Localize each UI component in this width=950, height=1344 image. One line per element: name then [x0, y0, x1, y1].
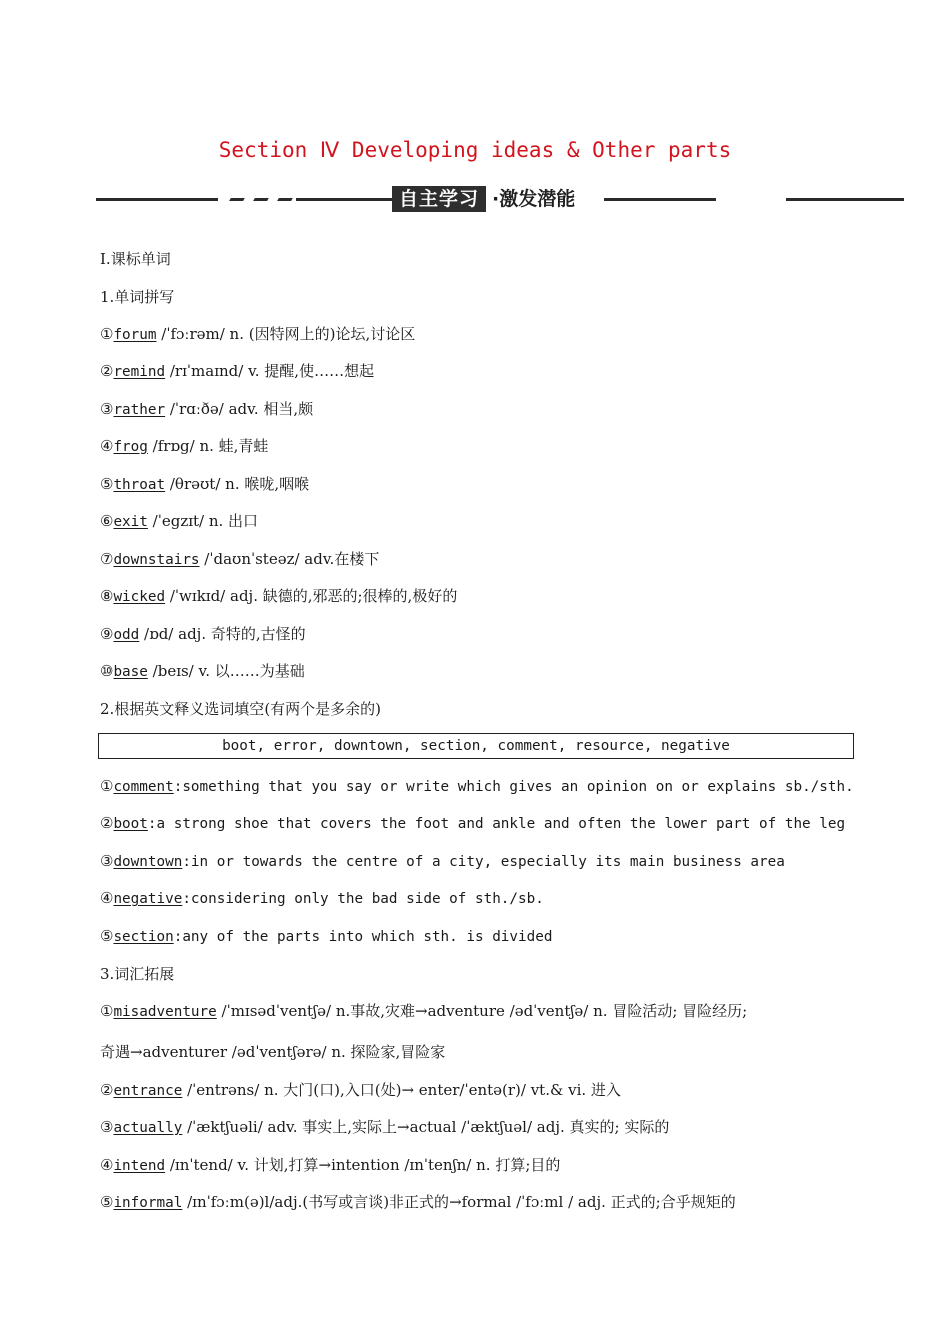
list-item — [100, 1117, 669, 1138]
item-definition: :any of the parts into which sth. is divided — [173, 929, 553, 945]
item-number: ④ — [100, 1156, 114, 1174]
banner-sub-label: ·激发潜能 — [492, 188, 576, 210]
item-number: ⑥ — [100, 512, 114, 530]
part2-heading: 2.根据英文释义选词填空(有两个是多余的) — [100, 700, 382, 718]
item-definition: /frɒg/ n. 蛙,青蛙 — [147, 437, 269, 455]
item-definition: /ɪnˈtend/ v. 计划,打算→intention /ɪnˈtenʃn/ n. 打算;目的 — [165, 1156, 561, 1174]
answer-word: base — [113, 664, 148, 680]
answer-word: exit — [113, 514, 148, 530]
list-item — [100, 851, 785, 872]
list-item — [100, 586, 457, 607]
item-number: ③ — [100, 852, 114, 870]
item-definition: /rɪˈmaɪnd/ v. 提醒,使……想起 — [165, 362, 375, 380]
item-definition: /ˈdaʊnˈsteəz/ adv.在楼下 — [199, 550, 380, 568]
banner-rule — [96, 198, 218, 201]
list-item — [100, 1001, 747, 1022]
answer-word: odd — [113, 627, 140, 643]
answer-word: frog — [113, 439, 148, 455]
item-number: ① — [100, 325, 114, 343]
item-definition: /ˈmɪsədˈventʃə/ n.事故,灾难→adventure /ədˈventʃə/ n. 冒险活动; 冒险经历; — [216, 1002, 748, 1020]
item-definition: /ˈæktʃuəli/ adv. 事实上,实际上→actual /ˈæktʃuəl/ adj. 真实的; 实际的 — [182, 1118, 670, 1136]
answer-word: wicked — [113, 589, 166, 605]
page-title: Section Ⅳ Developing ideas & Other parts — [218, 138, 732, 162]
answer-word: rather — [113, 402, 166, 418]
item-number: ② — [100, 814, 114, 832]
list-item — [100, 436, 268, 457]
item-number: ② — [100, 1081, 114, 1099]
item-definition: /beɪs/ v. 以……为基础 — [147, 662, 305, 680]
answer-word: misadventure — [113, 1004, 217, 1020]
item-definition: :in or towards the centre of a city, especially its main business area — [182, 854, 785, 870]
item-number: ④ — [100, 437, 114, 455]
part1-heading: 1.单词拼写 — [100, 288, 175, 306]
banner-dash — [277, 198, 293, 201]
item-definition: /ˈwɪkɪd/ adj. 缺德的,邪恶的;很棒的,极好的 — [165, 587, 458, 605]
section-banner — [96, 184, 906, 214]
list-item — [100, 549, 379, 570]
item-number: ⑤ — [100, 1193, 114, 1211]
answer-word: comment — [113, 779, 174, 795]
answer-word: informal — [113, 1195, 183, 1211]
list-item — [100, 624, 306, 645]
list-item — [100, 474, 309, 495]
banner-rule — [296, 198, 392, 201]
banner-box-label: 自主学习 — [392, 186, 486, 212]
item-number: ④ — [100, 889, 114, 907]
answer-word: intend — [113, 1158, 166, 1174]
item-number: ⑧ — [100, 587, 114, 605]
item-definition: :considering only the bad side of sth./sb. — [182, 891, 544, 907]
item-number: ⑤ — [100, 475, 114, 493]
item-number: ③ — [100, 400, 114, 418]
item-number: ① — [100, 1002, 114, 1020]
list-item — [100, 813, 845, 834]
list-item — [100, 888, 544, 909]
word-bank: boot, error, downtown, section, comment, resource, negative — [98, 733, 854, 759]
list-item — [100, 1155, 560, 1176]
item-number: ⑩ — [100, 662, 114, 680]
banner-rule — [786, 198, 904, 201]
list-item — [100, 661, 305, 682]
answer-word: forum — [113, 327, 157, 343]
list-item — [100, 1042, 445, 1063]
item-definition: :a strong shoe that covers the foot and ankle and often the lower part of the leg — [147, 816, 846, 832]
answer-word: section — [113, 929, 174, 945]
item-definition: /ˈfɔːrəm/ n. (因特网上的)论坛,讨论区 — [156, 325, 416, 343]
list-item — [100, 361, 374, 382]
item-number: ② — [100, 362, 114, 380]
list-item — [100, 776, 854, 797]
answer-word: actually — [113, 1120, 183, 1136]
section-heading: Ⅰ.课标单词 — [100, 250, 171, 268]
answer-word: downtown — [113, 854, 183, 870]
item-number: ⑦ — [100, 550, 114, 568]
item-definition: /ɒd/ adj. 奇特的,古怪的 — [139, 625, 306, 643]
list-item — [100, 926, 552, 947]
item-definition: /θrəʊt/ n. 喉咙,咽喉 — [165, 475, 310, 493]
part3-heading: 3.词汇拓展 — [100, 965, 175, 983]
answer-word: entrance — [113, 1083, 183, 1099]
answer-word: negative — [113, 891, 183, 907]
item-definition: /ˈegzɪt/ n. 出口 — [147, 512, 259, 530]
list-item — [100, 399, 313, 420]
item-definition: /ˈentrəns/ n. 大门(口),入口(处)→ enter/ˈentə(r)/ vt.& vi. 进入 — [182, 1081, 621, 1099]
item-definition: /ˈrɑːðə/ adv. 相当,颇 — [165, 400, 314, 418]
banner-dash — [229, 198, 245, 201]
list-item — [100, 1192, 736, 1213]
banner-dash — [253, 198, 269, 201]
list-item — [100, 1080, 621, 1101]
item-number: ① — [100, 777, 114, 795]
answer-word: boot — [113, 816, 148, 832]
item-number: ⑤ — [100, 927, 114, 945]
item-definition: /ɪnˈfɔːm(ə)l/adj.(书写或言谈)非正式的→formal /ˈfɔːml / adj. 正式的;合乎规矩的 — [182, 1193, 736, 1211]
item-number: ⑨ — [100, 625, 114, 643]
list-item — [100, 324, 415, 345]
list-item — [100, 511, 258, 532]
item-definition: :something that you say or write which gives an opinion on or explains sb./sth. — [173, 779, 854, 795]
answer-word: downstairs — [113, 552, 200, 568]
item-number: ③ — [100, 1118, 114, 1136]
item-definition: 奇遇→adventurer /ədˈventʃərə/ n. 探险家,冒险家 — [100, 1043, 446, 1061]
answer-word: remind — [113, 364, 166, 380]
banner-rule — [604, 198, 716, 201]
answer-word: throat — [113, 477, 166, 493]
